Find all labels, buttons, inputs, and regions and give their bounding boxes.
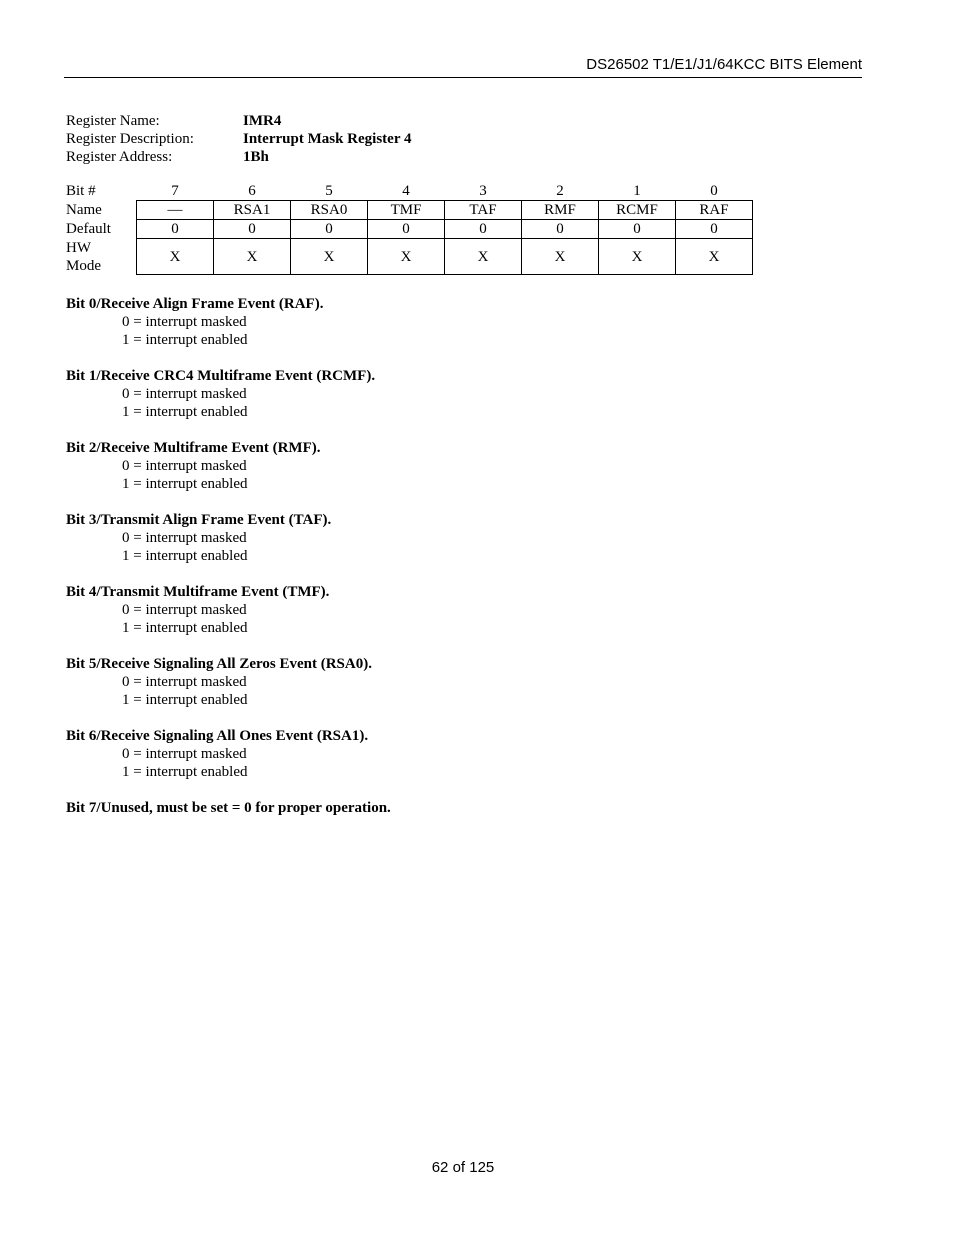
bit-description-line: 1 = interrupt enabled	[122, 692, 248, 708]
bit-description	[66, 295, 391, 349]
bit-number-row	[64, 182, 753, 201]
bit-hw-mode-cell: X	[137, 239, 214, 275]
bit-description-title: Bit 6/Receive Signaling All Ones Event (RSA1).	[66, 728, 369, 744]
register-name-value: IMR4	[243, 113, 282, 129]
bit-number-cell: 7	[171, 183, 179, 199]
bit-hw-mode-cell: X	[368, 239, 445, 275]
bit-table	[64, 182, 753, 275]
bit-default-cell: 0	[445, 220, 522, 239]
bit-description-line: 0 = interrupt masked	[122, 458, 247, 474]
hw-label-line1: HW	[66, 239, 91, 256]
bit-hw-mode-cell: X	[599, 239, 676, 275]
bit-hw-mode-cell: X	[522, 239, 599, 275]
bit-description	[66, 655, 391, 709]
register-info	[66, 112, 411, 166]
bit-description-line: 1 = interrupt enabled	[122, 476, 248, 492]
register-name-label: Register Name:	[66, 113, 160, 129]
bit-default-cell: 0	[522, 220, 599, 239]
hw-label-line2: Mode	[66, 257, 101, 274]
bit-name-row	[64, 201, 753, 220]
bit-name-cell: TAF	[445, 201, 522, 220]
bit-description	[66, 583, 391, 637]
bit-description-title: Bit 3/Transmit Align Frame Event (TAF).	[66, 512, 332, 528]
bit-hw-mode-label	[64, 239, 137, 275]
bit-description-title: Bit 0/Receive Align Frame Event (RAF).	[66, 296, 324, 312]
register-address-value: 1Bh	[243, 149, 269, 165]
bit-default-cell: 0	[291, 220, 368, 239]
document-title: DS26502 T1/E1/J1/64KCC BITS Element	[586, 56, 862, 73]
bit-description	[66, 511, 391, 565]
bit-default-cell: 0	[599, 220, 676, 239]
bit-description-line: 0 = interrupt masked	[122, 602, 247, 618]
bit-description	[66, 799, 391, 817]
bit-description-line: 1 = interrupt enabled	[122, 548, 248, 564]
bit-name-cell: RSA0	[291, 201, 368, 220]
bit-description-line: 1 = interrupt enabled	[122, 764, 248, 780]
bit-description-line: 0 = interrupt masked	[122, 674, 247, 690]
bit-descriptions	[66, 295, 391, 835]
bit-description-line: 1 = interrupt enabled	[122, 332, 248, 348]
page-header	[64, 55, 862, 78]
bit-hw-mode-row	[64, 239, 753, 275]
bit-name-cell: RCMF	[599, 201, 676, 220]
bit-hw-mode-cell: X	[214, 239, 291, 275]
bit-name-label: Name	[66, 202, 102, 218]
bit-hw-mode-cell: X	[676, 239, 753, 275]
bit-description	[66, 727, 391, 781]
bit-default-cell: 0	[676, 220, 753, 239]
bit-number-cell: 0	[710, 183, 718, 199]
bit-name-cell: RAF	[676, 201, 753, 220]
bit-number-cell: 5	[325, 183, 333, 199]
bit-name-cell: RSA1	[214, 201, 291, 220]
bit-number-cell: 6	[248, 183, 256, 199]
bit-number-cell: 1	[633, 183, 641, 199]
bit-description-line: 0 = interrupt masked	[122, 746, 247, 762]
bit-number-label: Bit #	[66, 183, 96, 200]
bit-default-row	[64, 220, 753, 239]
bit-number-cell: 2	[556, 183, 564, 199]
bit-description-title: Bit 1/Receive CRC4 Multiframe Event (RCMF).	[66, 368, 376, 384]
bit-default-cell: 0	[368, 220, 445, 239]
bit-number-cell: 3	[479, 183, 487, 199]
bit-description-line: 0 = interrupt masked	[122, 530, 247, 546]
bit-hw-mode-cell: X	[445, 239, 522, 275]
bit-name-cell: —	[137, 201, 214, 220]
bit-number-cell: 4	[402, 183, 410, 199]
bit-description-title: Bit 5/Receive Signaling All Zeros Event (RSA0).	[66, 656, 372, 672]
bit-description-line: 1 = interrupt enabled	[122, 404, 248, 420]
bit-description	[66, 367, 391, 421]
register-description-row	[66, 130, 411, 148]
bit-description-title: Bit 7/Unused, must be set = 0 for proper operation.	[66, 800, 391, 816]
register-address-label: Register Address:	[66, 149, 173, 165]
bit-description-line: 0 = interrupt masked	[122, 386, 247, 402]
bit-description-title: Bit 2/Receive Multiframe Event (RMF).	[66, 440, 321, 456]
bit-default-label: Default	[66, 221, 111, 237]
register-description-label: Register Description:	[66, 131, 194, 147]
bit-description-line: 0 = interrupt masked	[122, 314, 247, 330]
bit-description-title: Bit 4/Transmit Multiframe Event (TMF).	[66, 584, 330, 600]
bit-hw-mode-cell: X	[291, 239, 368, 275]
bit-name-cell: TMF	[368, 201, 445, 220]
register-description-value: Interrupt Mask Register 4	[243, 131, 412, 147]
bit-name-cell: RMF	[522, 201, 599, 220]
register-address-row	[66, 148, 411, 166]
bit-description-line: 1 = interrupt enabled	[122, 620, 248, 636]
bit-description	[66, 439, 391, 493]
register-name-row	[66, 112, 411, 130]
bit-default-cell: 0	[137, 220, 214, 239]
bit-default-cell: 0	[214, 220, 291, 239]
page-number: 62 of 125	[431, 1159, 495, 1176]
